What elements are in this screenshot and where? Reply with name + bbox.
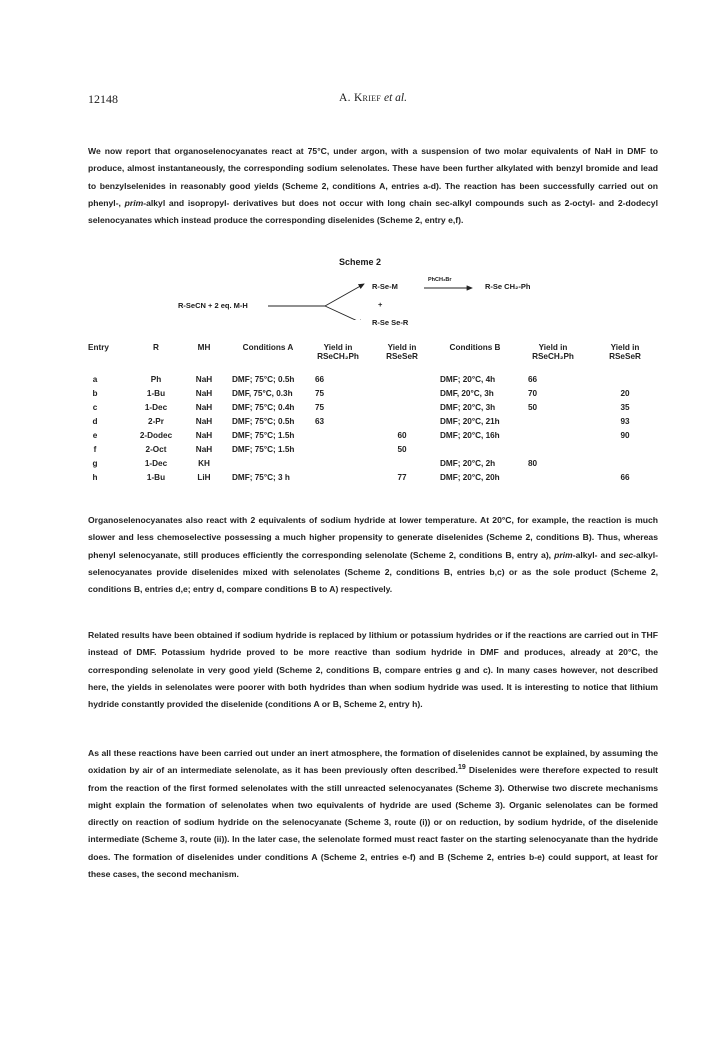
table-row: f 2-Oct NaH DMF; 75°C; 1.5h 50: [93, 445, 407, 454]
scheme-reactant: R-SeCN + 2 eq. M-H: [178, 301, 248, 310]
header-yield-diselenide-b: Yield in RSeSeR: [609, 343, 641, 361]
table-row: a Ph NaH DMF; 75°C; 0.5h 66 DMF; 20°C, 4h 66: [92, 375, 538, 384]
running-head-author: A. Krief: [339, 92, 382, 104]
paragraph-lower-temperature: Organoselenocyanates also react with 2 equivalents of sodium hydride at lower temperature. At 20°C, for example, the reaction is much slower and less chemoselective possessing a much higher propensity to generate diselenides (Scheme 2, conditions B). Thus, whereas phenyl selenocyanate, still produces efficiently the corresponding selenolate (Scheme 2, conditions B, entry a), prim-alkyl- and sec-alkyl-selenocyanates provide diselenides mixed with selenolates (Scheme 2, conditions B, entries b,c) or as the sole product (Scheme 2, conditions B, entries d,e; entry d, compare conditions B to A) respectively.: [88, 515, 659, 595]
table-row: e 2-Dodec NaH DMF; 75°C; 1.5h 60 DMF; 20°C, 16h 90: [92, 431, 630, 440]
table-row: g 1-Dec KH DMF; 20°C, 2h 80: [92, 459, 538, 468]
header-yield-benzyl-a: Yield in RSeCH₂Ph: [317, 343, 359, 361]
header-yield-diselenide-a: Yield in RSeSeR: [386, 343, 418, 361]
table-row: h 1-Bu LiH DMF; 75°C; 3 h 77 DMF; 20°C, 20h 66: [92, 473, 630, 482]
header-yield-benzyl-b: Yield in RSeCH₂Ph: [532, 343, 574, 361]
scheme-title: Scheme 2: [338, 257, 382, 267]
scheme-diselenide: R-Se Se-R: [372, 318, 409, 327]
arrow-to-selenolate: [325, 284, 364, 306]
scheme-2-diagram: [0, 0, 720, 327]
scheme-arrows: [0, 0, 720, 320]
scheme-plus: +: [378, 300, 383, 309]
header-entry: Entry: [88, 343, 109, 352]
header-r: R: [153, 343, 159, 352]
paragraph-intro: We now report that organoselenocyanates react at 75°C, under argon, with a suspension of two molar equivalents of NaH in DMF to produce, almost instantaneously, the corresponding sodium selenolates. These have been further alkylated with benzyl bromide and lead to benzylselenides in reasonably good yields (Scheme 2, conditions A, entries a-d). The reaction has been successfully carried out on phenyl-, prim-alkyl and isopropyl- derivatives but does not occur with long chain sec-alkyl compounds such as 2-octyl- and 2-dodecyl selenocyanates which instead produce the corresponding diselenides (Scheme 2, entry e,f).: [88, 146, 658, 226]
paragraph-related-results: Related results have been obtained if sodium hydride is replaced by lithium or potassium hydrides or if the reactions are carried out in THF instead of DMF. Potassium hydride proved to be more reactive than sodium hydride in DMF and produces, already at 20°C, the corresponding selenolate in very good yield (Scheme 2, conditions B, compare entries g and c). In many cases however, not described here, the yields in selenolates were poorer with both hydrides than when sodium hydride was used. It is interesting to notice that lithium hydride constantly provided the diselenide (conditions A or B, Scheme 2, entry h).: [88, 630, 658, 710]
table-row: d 2-Pr NaH DMF; 75°C; 0.5h 63 DMF; 20°C, 21h 93: [92, 417, 630, 426]
table-row: b 1-Bu NaH DMF, 75°C, 0.3h 75 DMF, 20°C, 3h 70 20: [92, 389, 630, 398]
table-header: [88, 343, 658, 371]
page-number: 12148: [88, 92, 118, 106]
reference-19: 19: [457, 764, 466, 772]
running-head-etal: et al.: [381, 92, 407, 104]
header-conditions-b: Conditions B: [449, 343, 501, 352]
table-row: c 1-Dec NaH DMF; 75°C; 0.4h 75 DMF; 20°C, 3h 50 35: [92, 403, 630, 412]
header-conditions-a: Conditions A: [242, 343, 294, 352]
scheme-benzylselenide: R-Se CH₂-Ph: [485, 282, 531, 291]
header-mh: MH: [197, 343, 211, 352]
paragraph-mechanism: As all these reactions have been carried out under an inert atmosphere, the formation of diselenides cannot be explained, by assuming the oxidation by air of an intermediate selenolate, as it has been previously often described.$^{19}$ Diselenides were therefore expected to result from the reaction of the first formed selenolates with the still unreacted selenocyanates (Scheme 3). Otherwise two discrete mechanisms might explain the formation of selenolates when two equivalents of hydride are used (Scheme 3). Organic selenolates can be formed directly on reaction of sodium hydride on the selenocyanate (Scheme 3, route (i)) or on reduction, by sodium hydride, of the diselenide intermediate (Scheme 3, route (ii)). In the later case, the selenolate formed must react faster on the starting selenocyanate than the hydride does. The formation of diselenides under conditions A (Scheme 2, entries e-f) and B (Scheme 2, entries b-e) could support, at least for these cases, the second mechanism.: [88, 748, 658, 880]
scheme-reagent: PhCH₂Br: [428, 277, 452, 283]
scheme-selenolate: R-Se-M: [372, 282, 398, 291]
arrow-to-diselenide: [325, 306, 364, 320]
